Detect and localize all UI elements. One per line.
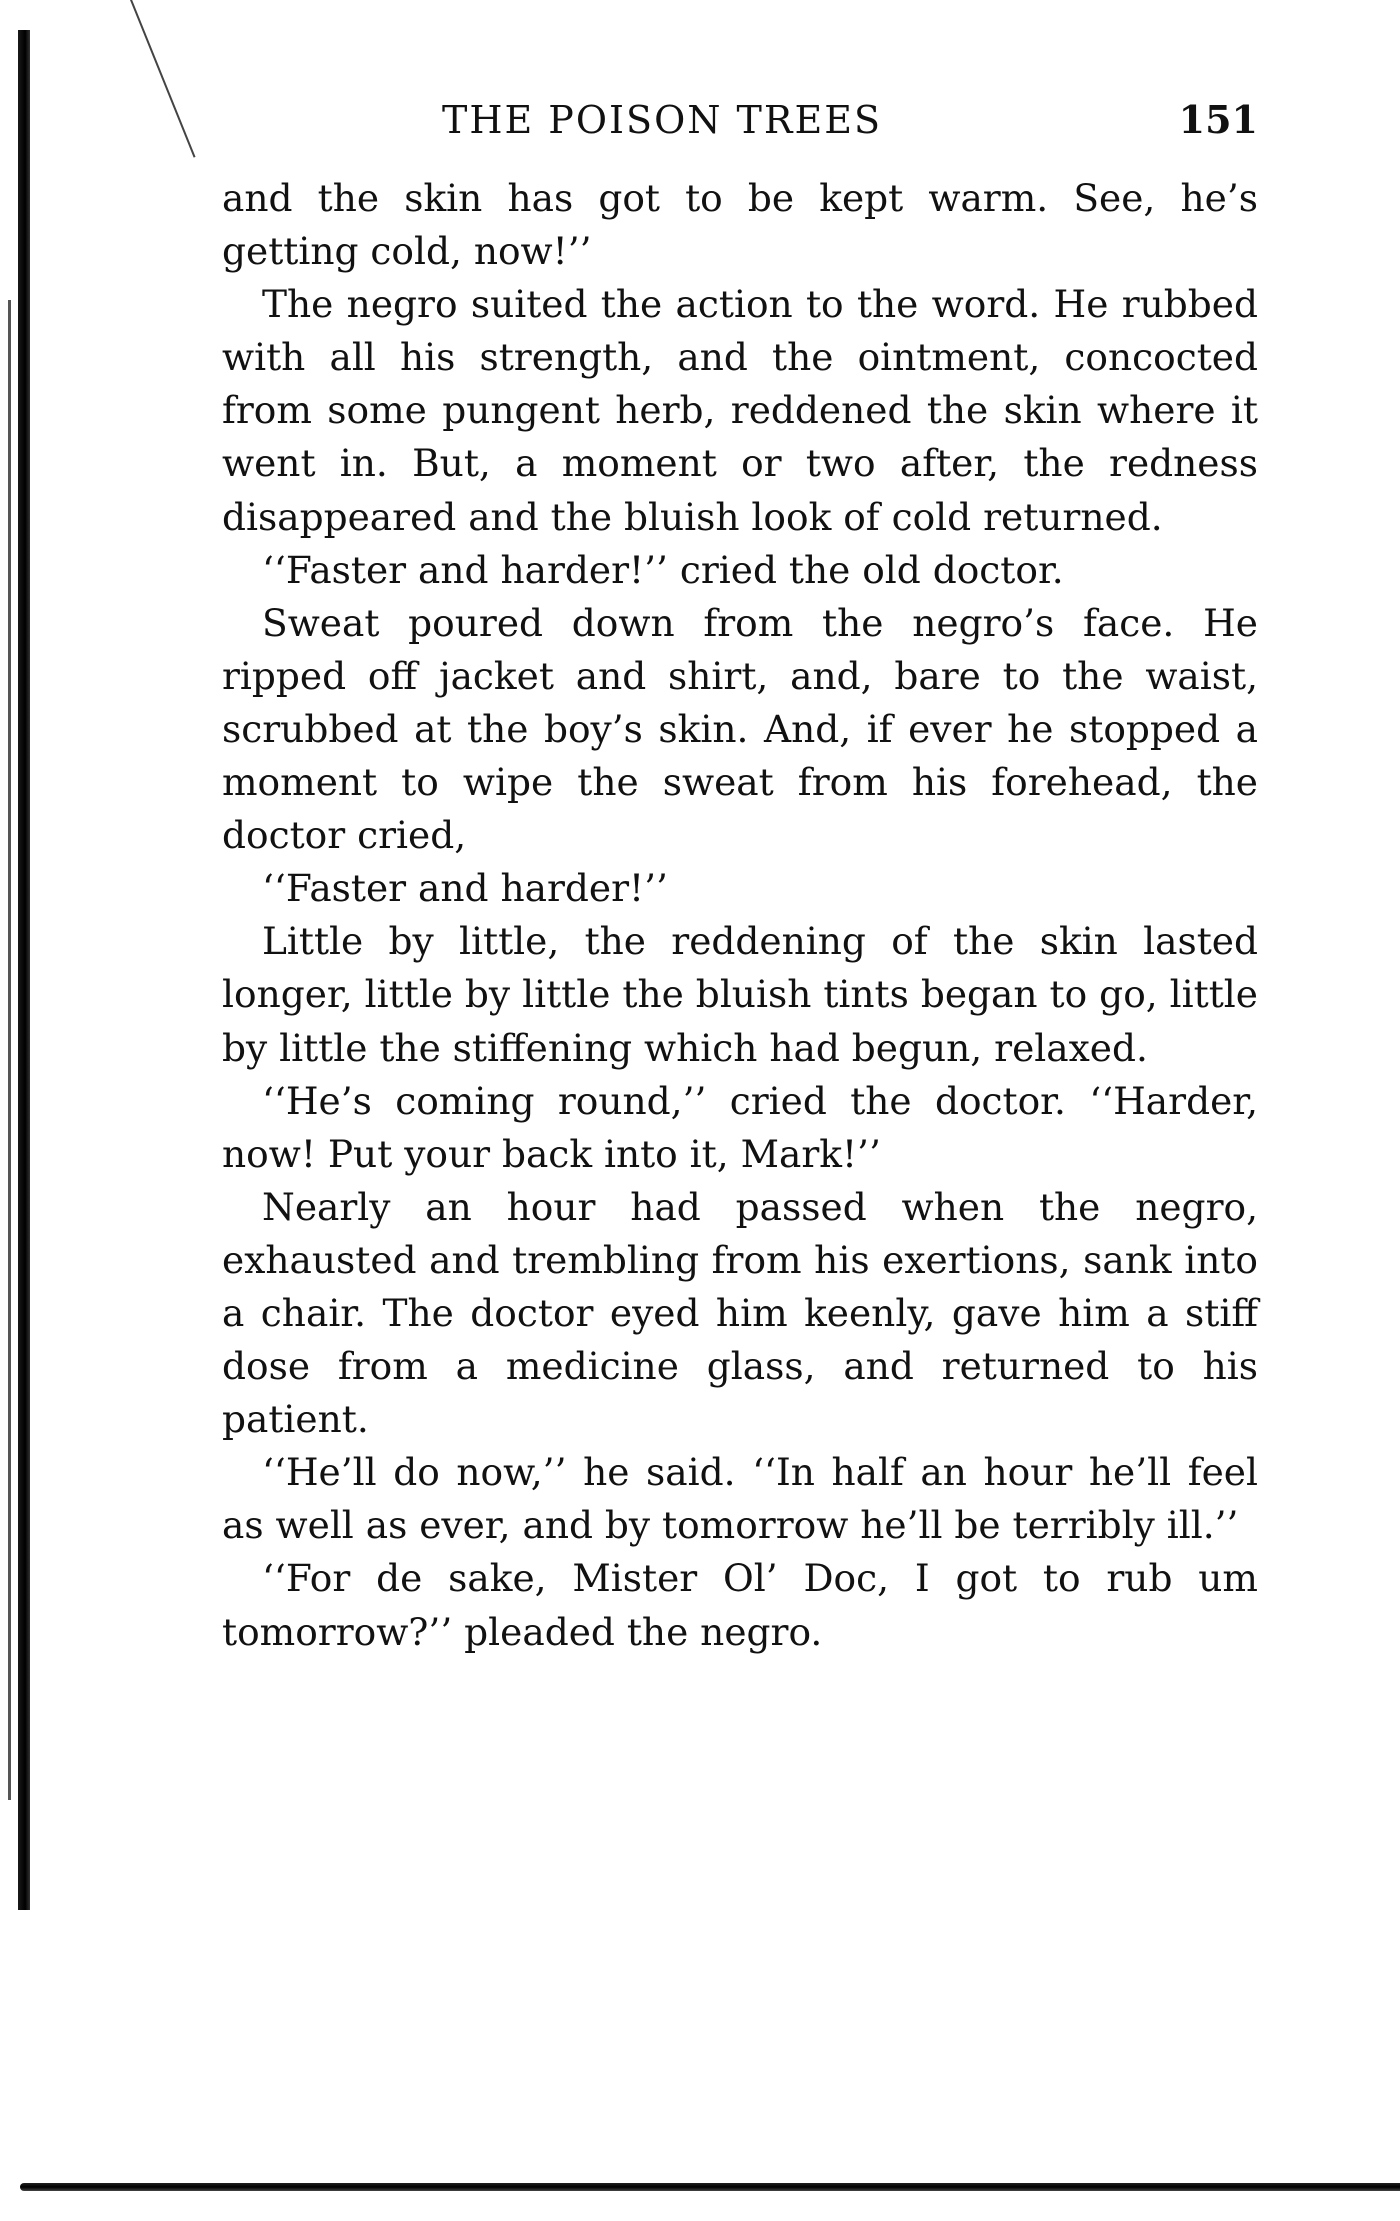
page-body xyxy=(222,172,1258,1659)
paragraph: ‘‘Faster and harder!’’ cried the old doctor. xyxy=(262,547,1064,592)
paragraph: The negro suited the action to the word. He rubbed with all his strength, and the ointment, concocted from some pungent herb, reddened the skin where it went in. But, a moment or two after, the redness disappeared and the bluish look of cold returned. xyxy=(222,282,1258,539)
page-number: 151 xyxy=(1178,97,1258,142)
paragraph: ‘‘Faster and harder!’’ xyxy=(262,866,668,911)
paragraph: ‘‘For de sake, Mister Ol’ Doc, I got to rub um tomorrow?’’ pleaded the negro. xyxy=(222,1556,1258,1654)
paragraph: and the skin has got to be kept warm. See, he’s getting cold, now!’’ xyxy=(222,176,1258,274)
book-binding-shadow xyxy=(8,300,11,1800)
paragraph: ‘‘He’ll do now,’’ he said. ‘‘In half an hour he’ll feel as well as ever, and by tomorrow he’ll be terribly ill.’’ xyxy=(222,1450,1258,1548)
page-bottom-edge xyxy=(20,2183,1400,2191)
paragraph: Nearly an hour had passed when the negro, exhausted and trembling from his exertions, sank into a chair. The doctor eyed him keenly, gave him a stiff dose from a medicine glass, and returned to his patient. xyxy=(222,1184,1258,1442)
running-header xyxy=(222,92,1258,148)
running-title: THE POISON TREES xyxy=(442,98,883,142)
paragraph: ‘‘He’s coming round,’’ cried the doctor. ‘‘Harder, now! Put your back into it, Mark!’’ xyxy=(222,1078,1258,1176)
page-corner-mark xyxy=(130,0,196,158)
paragraph: Little by little, the reddening of the skin lasted longer, little by little the bluish tints began to go, little by little the stiffening which had begun, relaxed. xyxy=(222,919,1258,1070)
book-binding-edge xyxy=(18,30,30,1910)
paragraph: Sweat poured down from the negro’s face. He ripped off jacket and shirt, and, bare to the waist, scrubbed at the boy’s skin. And, if ever he stopped a moment to wipe the sweat from his forehead, the doctor cried, xyxy=(222,600,1258,858)
